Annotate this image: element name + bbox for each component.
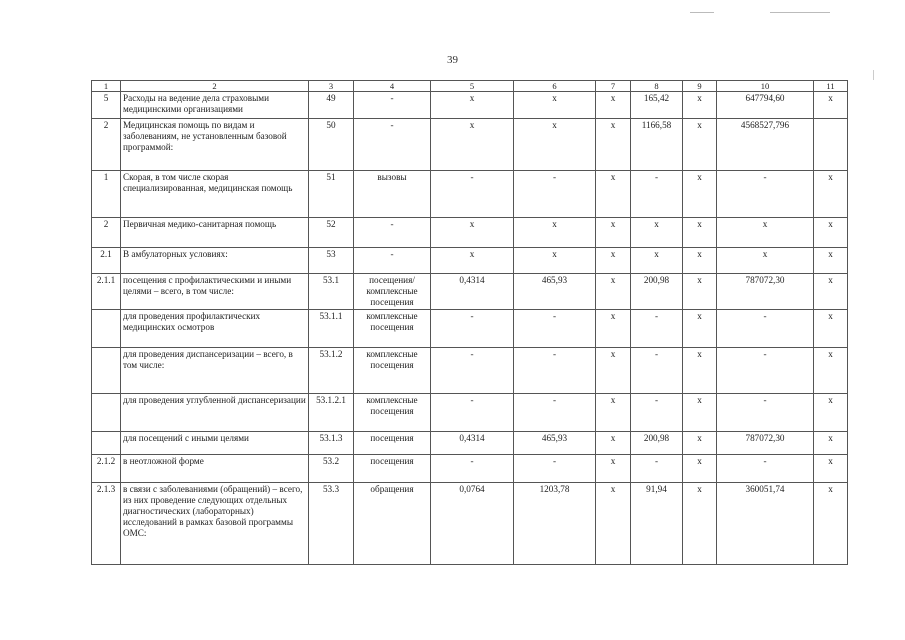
row-description: для проведения диспансеризации – всего, в том числе: xyxy=(121,348,309,394)
table-cell: - xyxy=(514,455,596,483)
row-description: Первичная медико-санитарная помощь xyxy=(121,218,309,248)
table-cell: 53.1.2 xyxy=(309,348,354,394)
table-cell: - xyxy=(631,171,683,218)
column-header: 7 xyxy=(596,81,631,92)
table-cell: 200,98 xyxy=(631,274,683,310)
table-cell: - xyxy=(354,119,431,171)
table-row xyxy=(92,92,848,119)
row-description: в неотложной форме xyxy=(121,455,309,483)
column-header: 11 xyxy=(814,81,848,92)
table-cell: 787072,30 xyxy=(717,274,814,310)
table-cell: x xyxy=(514,218,596,248)
column-header: 5 xyxy=(431,81,514,92)
table-cell: x xyxy=(683,483,717,565)
scan-artifact xyxy=(690,12,714,13)
table-row xyxy=(92,432,848,455)
table-cell: 50 xyxy=(309,119,354,171)
column-header: 10 xyxy=(717,81,814,92)
table-cell: 53.1 xyxy=(309,274,354,310)
column-header: 1 xyxy=(92,81,121,92)
table-cell: 647794,60 xyxy=(717,92,814,119)
table-cell: x xyxy=(814,92,848,119)
table-cell: x xyxy=(514,92,596,119)
table-cell: 0,4314 xyxy=(431,432,514,455)
table-cell: 2.1.3 xyxy=(92,483,121,565)
table-cell: 91,94 xyxy=(631,483,683,565)
table-cell: x xyxy=(717,218,814,248)
table-cell: 2.1.1 xyxy=(92,274,121,310)
table-cell: - xyxy=(354,92,431,119)
table-cell: 0,0764 xyxy=(431,483,514,565)
table-cell: x xyxy=(683,348,717,394)
table-row xyxy=(92,310,848,348)
row-description: в связи с заболеваниями (обращений) – всего, из них проведение следующих отдельных диагностических (лабораторных) исследований в рамках базовой программы ОМС: xyxy=(121,483,309,565)
table-cell: посещения/ комплексные посещения xyxy=(354,274,431,310)
table-cell: x xyxy=(683,248,717,274)
column-header: 9 xyxy=(683,81,717,92)
table-cell: x xyxy=(596,432,631,455)
table-cell: - xyxy=(431,348,514,394)
table-cell: x xyxy=(814,455,848,483)
table-cell: посещения xyxy=(354,455,431,483)
table-cell: x xyxy=(683,394,717,432)
table-cell: комплексные посещения xyxy=(354,310,431,348)
table-cell: x xyxy=(596,248,631,274)
column-header: 2 xyxy=(121,81,309,92)
table-cell: - xyxy=(631,394,683,432)
table-cell: - xyxy=(431,394,514,432)
table-cell: x xyxy=(596,483,631,565)
table-cell: - xyxy=(717,348,814,394)
row-description: для посещений с иными целями xyxy=(121,432,309,455)
table-cell: x xyxy=(814,310,848,348)
scan-artifact xyxy=(873,70,874,80)
table-cell: - xyxy=(514,171,596,218)
table-cell: x xyxy=(814,483,848,565)
table-row xyxy=(92,119,848,171)
table-cell: - xyxy=(354,218,431,248)
table-cell: x xyxy=(631,248,683,274)
table-cell: x xyxy=(514,119,596,171)
table-cell: x xyxy=(717,248,814,274)
table-cell: комплексные посещения xyxy=(354,348,431,394)
table-cell: x xyxy=(596,348,631,394)
table-cell: - xyxy=(631,455,683,483)
table-cell: x xyxy=(631,218,683,248)
table-cell: 2 xyxy=(92,119,121,171)
table-cell: - xyxy=(631,310,683,348)
column-header: 3 xyxy=(309,81,354,92)
row-description: В амбулаторных условиях: xyxy=(121,248,309,274)
table-cell: 2.1.2 xyxy=(92,455,121,483)
table-cell: - xyxy=(514,394,596,432)
table-cell: обращения xyxy=(354,483,431,565)
table-cell: - xyxy=(354,248,431,274)
table-cell: x xyxy=(596,119,631,171)
column-header: 6 xyxy=(514,81,596,92)
table-cell: x xyxy=(683,171,717,218)
data-table xyxy=(91,80,848,565)
table-cell: x xyxy=(683,218,717,248)
table-cell xyxy=(814,119,848,171)
table-cell: - xyxy=(431,171,514,218)
table-cell: 4568527,796 xyxy=(717,119,814,171)
table-cell: - xyxy=(431,455,514,483)
row-description: Скорая, в том числе скорая специализированная, медицинская помощь xyxy=(121,171,309,218)
table-cell: - xyxy=(514,310,596,348)
table-cell: 49 xyxy=(309,92,354,119)
table-cell: x xyxy=(431,218,514,248)
table-cell: x xyxy=(514,248,596,274)
table-cell: - xyxy=(631,348,683,394)
table-cell: x xyxy=(814,394,848,432)
table-cell: 2.1 xyxy=(92,248,121,274)
table-cell: - xyxy=(431,310,514,348)
table-row xyxy=(92,218,848,248)
table-cell: 51 xyxy=(309,171,354,218)
table-cell: - xyxy=(514,348,596,394)
scan-artifact xyxy=(770,12,830,13)
table-row xyxy=(92,274,848,310)
table-cell: x xyxy=(683,274,717,310)
table-cell: x xyxy=(683,432,717,455)
table-cell: 200,98 xyxy=(631,432,683,455)
table-cell: x xyxy=(431,119,514,171)
table-row xyxy=(92,248,848,274)
table-cell: - xyxy=(717,455,814,483)
table-cell: 465,93 xyxy=(514,274,596,310)
table-cell: x xyxy=(596,218,631,248)
table-cell: 53 xyxy=(309,248,354,274)
table-cell: 52 xyxy=(309,218,354,248)
table-cell: x xyxy=(431,92,514,119)
table-cell xyxy=(92,394,121,432)
table-cell: 53.1.2.1 xyxy=(309,394,354,432)
table-cell: x xyxy=(683,119,717,171)
table-cell: вызовы xyxy=(354,171,431,218)
table-cell: x xyxy=(596,274,631,310)
table-cell: - xyxy=(717,394,814,432)
table-cell: 360051,74 xyxy=(717,483,814,565)
table-cell: x xyxy=(814,248,848,274)
row-description: посещения с профилактическими и иными целями – всего, в том числе: xyxy=(121,274,309,310)
row-description: Медицинская помощь по видам и заболеваниям, не установленным базовой программой: xyxy=(121,119,309,171)
table-row xyxy=(92,483,848,565)
table-cell: x xyxy=(814,274,848,310)
table-cell: - xyxy=(717,310,814,348)
table-cell: x xyxy=(814,218,848,248)
row-description: для проведения профилактических медицинских осмотров xyxy=(121,310,309,348)
row-description: Расходы на ведение дела страховыми медицинскими организациями xyxy=(121,92,309,119)
table-cell: 1 xyxy=(92,171,121,218)
table-cell: x xyxy=(814,348,848,394)
table-cell xyxy=(92,432,121,455)
table-cell: x xyxy=(596,171,631,218)
table-cell: x xyxy=(596,455,631,483)
table-cell: x xyxy=(596,92,631,119)
table-cell xyxy=(92,310,121,348)
row-description: для проведения углубленной диспансеризации xyxy=(121,394,309,432)
table-cell: 0,4314 xyxy=(431,274,514,310)
table-cell: x xyxy=(596,394,631,432)
table-row xyxy=(92,455,848,483)
table-cell: посещения xyxy=(354,432,431,455)
table-cell: 1203,78 xyxy=(514,483,596,565)
table-body xyxy=(92,92,848,565)
column-number-row xyxy=(92,81,848,92)
table-cell: 2 xyxy=(92,218,121,248)
table-cell: x xyxy=(683,92,717,119)
table-cell: x xyxy=(683,310,717,348)
column-header: 8 xyxy=(631,81,683,92)
table-cell: x xyxy=(431,248,514,274)
table-cell: 53.2 xyxy=(309,455,354,483)
table-cell: 787072,30 xyxy=(717,432,814,455)
table-cell: - xyxy=(717,171,814,218)
table-row xyxy=(92,348,848,394)
table-row xyxy=(92,171,848,218)
page-number: 39 xyxy=(447,54,458,66)
table-cell: x xyxy=(814,171,848,218)
table-cell: 5 xyxy=(92,92,121,119)
table-cell: 53.3 xyxy=(309,483,354,565)
table-cell: x xyxy=(596,310,631,348)
table-cell: 465,93 xyxy=(514,432,596,455)
table-cell: 53.1.3 xyxy=(309,432,354,455)
table-row xyxy=(92,394,848,432)
table-cell: x xyxy=(683,455,717,483)
table-cell: комплексные посещения xyxy=(354,394,431,432)
table-cell: 165,42 xyxy=(631,92,683,119)
table-cell: 53.1.1 xyxy=(309,310,354,348)
column-header: 4 xyxy=(354,81,431,92)
table-cell: x xyxy=(814,432,848,455)
table-cell: 1166,58 xyxy=(631,119,683,171)
table-cell xyxy=(92,348,121,394)
